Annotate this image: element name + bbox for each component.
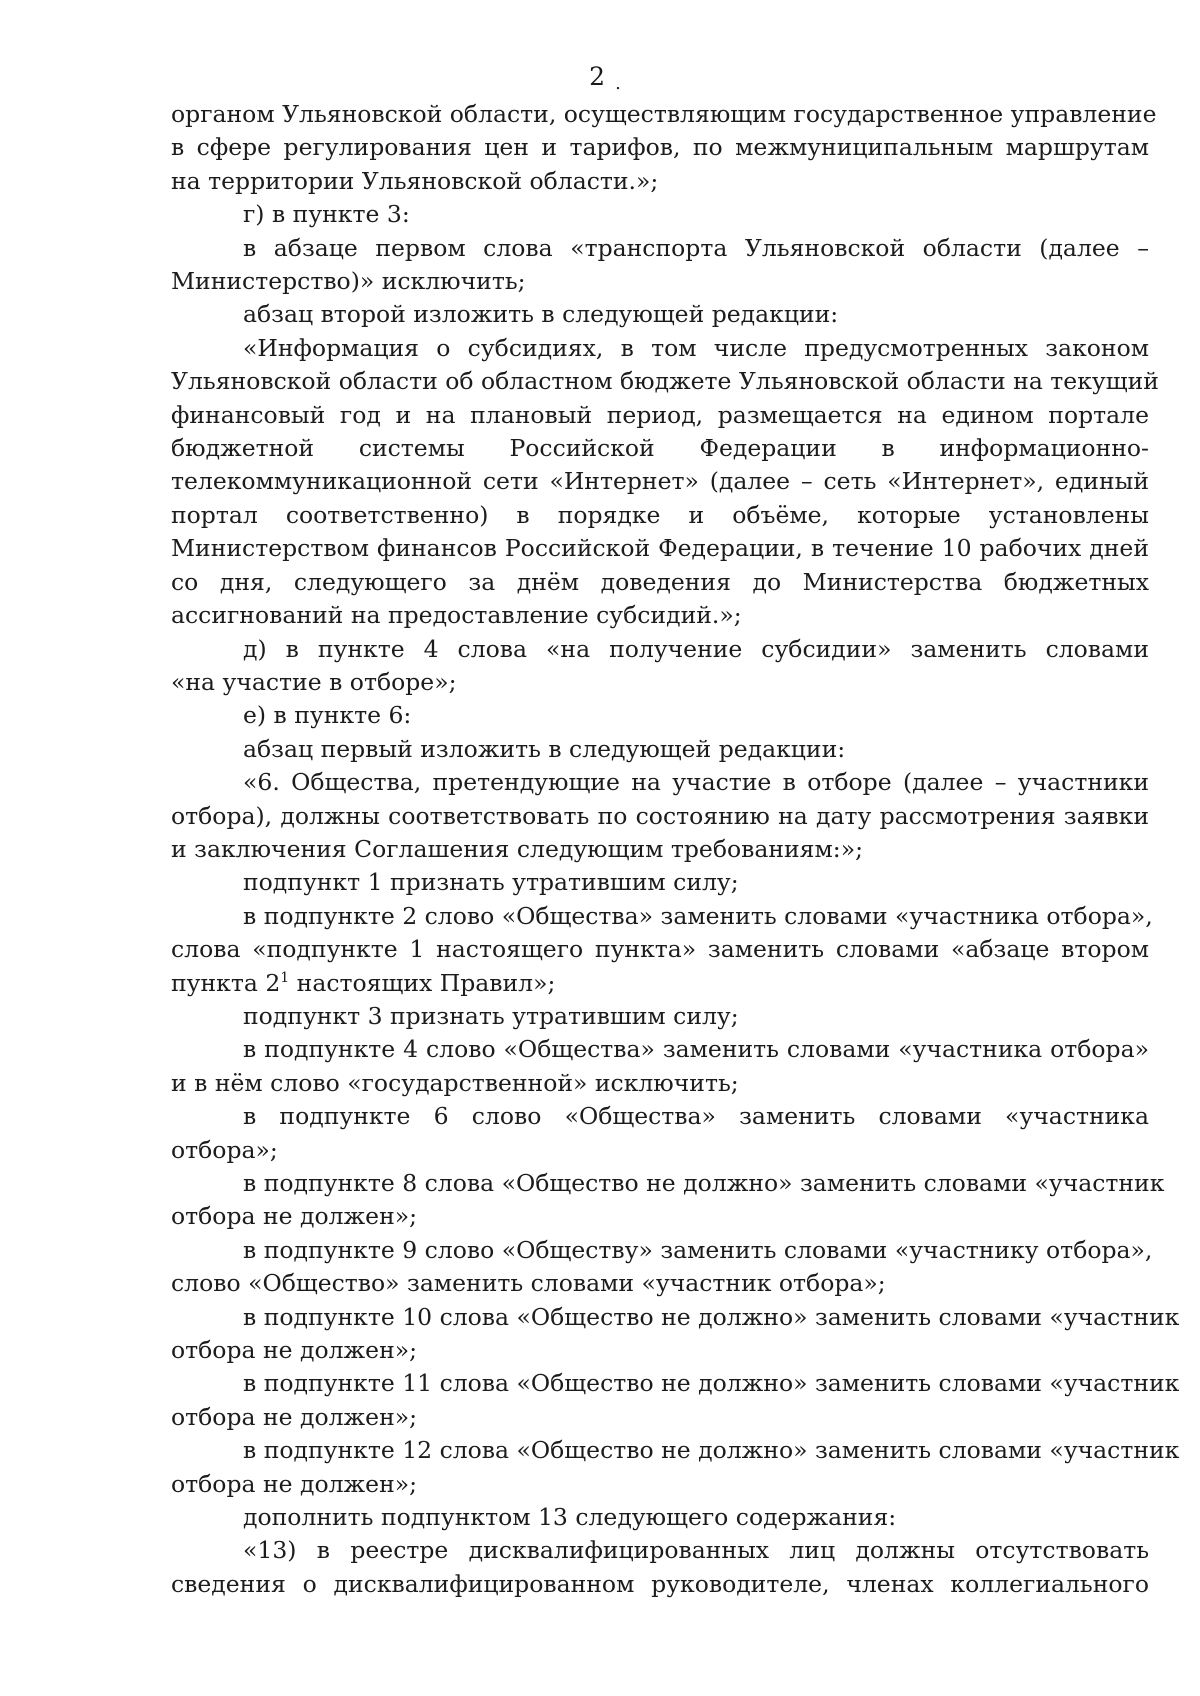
paragraph-8: абзац первый изложить в следующей редакции: <box>243 734 846 763</box>
text-line: в подпункте 4 слово «Общества» заменить словами «участника отбора» <box>243 1035 1149 1064</box>
paragraph-12: подпункт 3 признать утратившим силу; <box>243 1001 739 1030</box>
text-line: отбора не должен»; <box>171 1202 418 1231</box>
text-line: в подпункте 12 слова «Общество не должно» заменить словами «участник <box>243 1436 1180 1465</box>
paragraph-10: подпункт 1 признать утратившим силу; <box>243 868 739 897</box>
text-fragment: настоящих Правил»; <box>289 968 556 997</box>
text-line: отбора не должен»; <box>171 1469 418 1498</box>
paragraph-19 <box>171 1434 1180 1501</box>
text-line: «6. Общества, претендующие на участие в отборе (далее – участники <box>243 768 1149 797</box>
paragraph-3 <box>171 232 1149 299</box>
text-line: в подпункте 9 слово «Обществу» заменить словами «участнику отбора», <box>243 1235 1153 1264</box>
text-line: Министерством финансов Российской Федерации, в течение 10 рабочих дней <box>171 534 1149 563</box>
text-line: в подпункте 11 слова «Общество не должно» заменить словами «участник <box>243 1369 1180 1398</box>
page-number-dot: . <box>615 73 621 94</box>
paragraph-9 <box>171 766 1149 866</box>
text-line: «13) в реестре дисквалифицированных лиц должны отсутствовать <box>243 1536 1149 1565</box>
text-line: слово «Общество» заменить словами «участник отбора»; <box>171 1269 886 1298</box>
text-line: в подпункте 10 слова «Общество не должно» заменить словами «участник <box>243 1302 1180 1331</box>
paragraph-18 <box>171 1367 1180 1434</box>
text-line: со дня, следующего за днём доведения до Министерства бюджетных <box>171 567 1149 596</box>
text-line: финансовый год и на плановый период, размещается на едином портале <box>171 400 1149 429</box>
text-line <box>171 967 1149 1000</box>
text-line: органом Ульяновской области, осуществляющим государственное управление <box>171 100 1157 128</box>
paragraph-13 <box>171 1033 1149 1100</box>
text-line: и заключения Соглашения следующим требованиям:»; <box>171 834 863 863</box>
paragraph-7: е) в пункте 6: <box>243 701 412 730</box>
superscript: 1 <box>280 969 290 986</box>
text-line: телекоммуникационной сети «Интернет» (далее – сеть «Интернет», единый <box>171 467 1149 496</box>
paragraph-1 <box>171 98 1157 198</box>
text-line: в подпункте 8 слова «Общество не должно» заменить словами «участник <box>243 1169 1165 1197</box>
paragraph-2: г) в пункте 3: <box>243 200 410 229</box>
text-line: Ульяновской области об областном бюджете Ульяновской области на текущий <box>171 367 1159 396</box>
text-line: и в нём слово «государственной» исключить; <box>171 1068 739 1097</box>
text-line: отбора не должен»; <box>171 1336 418 1365</box>
text-line: слова «подпункте 1 настоящего пункта» заменить словами «абзаце втором <box>171 935 1149 964</box>
paragraph-15 <box>171 1167 1165 1234</box>
text-line: в абзаце первом слова «транспорта Ульяновской области (далее – <box>243 233 1149 262</box>
document-body <box>171 98 1180 1601</box>
text-fragment: пункта 2 <box>171 968 281 997</box>
text-line: д) в пункте 4 слова «на получение субсидии» заменить словами <box>243 634 1149 663</box>
paragraph-20: дополнить подпунктом 13 следующего содержания: <box>243 1503 897 1532</box>
text-line: отбора не должен»; <box>171 1402 418 1431</box>
paragraph-6 <box>171 633 1149 700</box>
paragraph-11 <box>171 900 1153 1000</box>
text-line: бюджетной системы Российской Федерации в информационно- <box>171 434 1149 463</box>
paragraph-5 <box>171 332 1159 633</box>
text-line: портал соответственно) в порядке и объёме, которые установлены <box>171 500 1149 529</box>
paragraph-14: в подпункте 6 слово «Общества» заменить словами «участника отбора»; <box>171 1102 1149 1164</box>
page-number-value: 2 <box>589 62 606 91</box>
paragraph-21 <box>171 1534 1149 1601</box>
page-number <box>0 62 1200 95</box>
text-line: «на участие в отборе»; <box>171 667 457 696</box>
text-line: ассигнований на предоставление субсидий.»; <box>171 601 742 630</box>
paragraph-16 <box>171 1234 1153 1301</box>
paragraph-4: абзац второй изложить в следующей редакции: <box>243 300 839 329</box>
text-line: Министерство)» исключить; <box>171 267 526 296</box>
text-line: в сфере регулирования цен и тарифов, по межмуниципальным маршрутам <box>171 133 1149 162</box>
text-line: в подпункте 2 слово «Общества» заменить словами «участника отбора», <box>243 901 1153 930</box>
text-line: отбора), должны соответствовать по состоянию на дату рассмотрения заявки <box>171 801 1149 830</box>
text-line: на территории Ульяновской области.»; <box>171 166 659 195</box>
text-line: сведения о дисквалифицированном руководителе, членах коллегиального <box>171 1569 1149 1598</box>
text-line: «Информация о субсидиях, в том числе предусмотренных законом <box>243 333 1149 362</box>
paragraph-17 <box>171 1301 1180 1368</box>
